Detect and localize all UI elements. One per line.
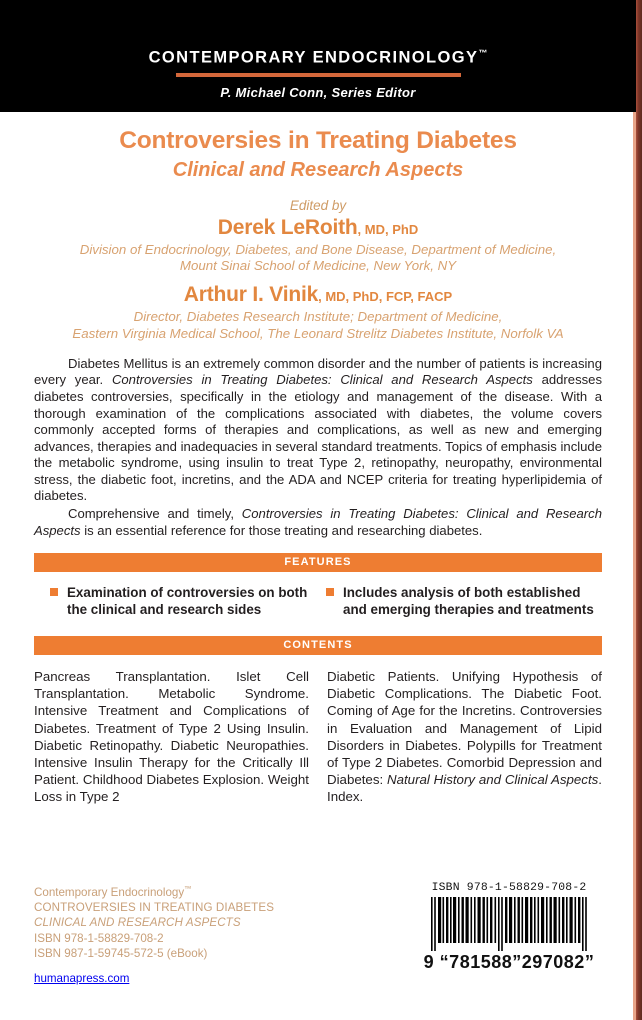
desc-p2-text-2: is an essential reference for those treating and researching diabetes. bbox=[80, 522, 483, 538]
imprint-trademark-symbol: ™ bbox=[184, 884, 192, 893]
ean13-barcode-icon bbox=[429, 897, 589, 951]
series-title-text: CONTEMPORARY ENDOCRINOLOGY bbox=[148, 48, 479, 67]
series-editor-line: P. Michael Conn, Series Editor bbox=[220, 84, 416, 100]
contents-column-left: Pancreas Transplantation. Islet Cell Transplantation. Metabolic Syndrome. Intensive Treatment and Complications of Diabetes. Treatment of Type 2 Using Insulin. Diabetic Retinopathy. Diabetic Neuropathies. Intensive Insulin Therapy for the Critically Ill Patient. Childhood Diabetes Explosion. Weight Loss in Type 2 bbox=[34, 668, 309, 805]
series-title bbox=[0, 0, 636, 68]
desc-p1-text-2: addresses diabetes controversies, specifically in the etiology and management of the disease. With a thorough examination of the complications associated with diabetes, the volume covers commonly accepted forms of therapies and complications, as well as new and emerging advances, therapies and inadequacies in several standard treatments. Topics of emphasis include the metabolic syndrome, using insulin to treat Type 2, retinopathy, neuropathy, environmental stress, the diabetic foot, incretins, and the ADA and NCEP criteria for treating hyperlipidemia of diabetes. bbox=[34, 372, 602, 504]
editor-1-degrees: , MD, PhD bbox=[357, 222, 419, 237]
barcode-digits: 9 “781588”297082” bbox=[423, 952, 595, 972]
contents-col2-text-2: . Index. bbox=[327, 772, 602, 805]
feature-item-label: Includes analysis of both established and emerging therapies and treatments bbox=[343, 585, 594, 618]
editor-1-name-text: Derek LeRoith bbox=[217, 216, 358, 239]
cover-content bbox=[0, 112, 636, 1020]
editor-2-affiliation-line1: Director, Diabetes Research Institute; Department of Medicine, bbox=[133, 309, 503, 325]
desc-p2-text-1: Comprehensive and timely, bbox=[68, 505, 242, 521]
masthead-banner bbox=[0, 0, 636, 112]
contents-section-bar: CONTENTS bbox=[34, 636, 602, 655]
imprint-series-text: Contemporary Endocrinology bbox=[34, 885, 185, 899]
editor-2-affiliation-line2: Eastern Virginia Medical School, The Leonard Strelitz Diabetes Institute, Norfolk VA bbox=[72, 325, 564, 341]
imprint-title-line: CONTROVERSIES IN TREATING DIABETES bbox=[34, 901, 275, 915]
features-list bbox=[34, 584, 602, 619]
imprint-series-line bbox=[34, 884, 274, 900]
editor-name-2 bbox=[34, 283, 602, 307]
cover-right-edge-highlight bbox=[633, 112, 636, 1020]
imprint-block bbox=[34, 882, 274, 987]
masthead-divider-rule bbox=[176, 73, 461, 77]
editor-1-affiliation-line2: Mount Sinai School of Medicine, New York, NY bbox=[179, 258, 457, 274]
feature-item bbox=[326, 584, 602, 619]
desc-p1-italic-title: Controversies in Treating Diabetes: Clinical and Research Aspects bbox=[111, 372, 533, 388]
publisher-website-link[interactable]: humanapress.com bbox=[34, 972, 130, 986]
editor-block-2 bbox=[34, 283, 602, 341]
contents-column-right bbox=[327, 668, 602, 806]
feature-item-label: Examination of controversies on both the clinical and research sides bbox=[67, 585, 308, 618]
barcode-isbn-label: ISBN 978-1-58829-708-2 bbox=[431, 882, 587, 894]
square-bullet-icon bbox=[326, 588, 334, 596]
contents-col2-italic: Natural History and Clinical Aspects bbox=[386, 772, 599, 788]
cover-right-edge-spine bbox=[636, 0, 642, 1020]
imprint-subtitle-line: CLINICAL AND RESEARCH ASPECTS bbox=[34, 916, 241, 930]
cover-footer bbox=[34, 882, 602, 987]
description-paragraph-2 bbox=[34, 506, 602, 539]
imprint-isbn-ebook: ISBN 987-1-59745-572-5 (eBook) bbox=[34, 947, 208, 961]
contents-columns bbox=[34, 668, 602, 806]
editor-2-affiliation bbox=[34, 309, 602, 341]
imprint-isbn-print: ISBN 978-1-58829-708-2 bbox=[34, 931, 164, 945]
editor-1-affiliation-line1: Division of Endocrinology, Diabetes, and Bone Disease, Department of Medicine, bbox=[79, 242, 557, 257]
desc-p2-italic-title: Controversies in Treating Diabetes: Clinical and Research Aspects bbox=[34, 505, 602, 538]
book-title: Controversies in Treating Diabetes bbox=[119, 127, 517, 154]
features-section-bar: FEATURES bbox=[34, 553, 602, 572]
editor-block-1 bbox=[34, 216, 602, 274]
editor-2-name-text: Arthur I. Vinik bbox=[183, 283, 319, 307]
editor-2-degrees: , MD, PhD, FCP, FACP bbox=[318, 289, 453, 305]
editor-1-affiliation bbox=[34, 242, 602, 274]
feature-item bbox=[50, 584, 326, 619]
trademark-symbol: ™ bbox=[478, 48, 488, 58]
square-bullet-icon bbox=[50, 588, 58, 596]
desc-p1-text-1: Diabetes Mellitus is an extremely common disorder and the number of patients is increasing every year. bbox=[34, 355, 602, 388]
description-paragraph-1 bbox=[34, 356, 602, 505]
edited-by-label: Edited by bbox=[289, 198, 347, 213]
book-description bbox=[34, 356, 602, 539]
editor-name-1 bbox=[34, 216, 602, 240]
contents-col2-text-1: Diabetic Patients. Unifying Hypothesis of Diabetic Complications. The Diabetic Foot. Coming of Age for the Incretins. Controversies in Evaluation and Management of Lipid Disorders in Diabetes. Polypills for Treatment of Type 2 Diabetes. Comorbid Depression and Diabetes: bbox=[327, 668, 602, 788]
book-subtitle: Clinical and Research Aspects bbox=[172, 159, 464, 181]
barcode-block bbox=[416, 882, 602, 973]
